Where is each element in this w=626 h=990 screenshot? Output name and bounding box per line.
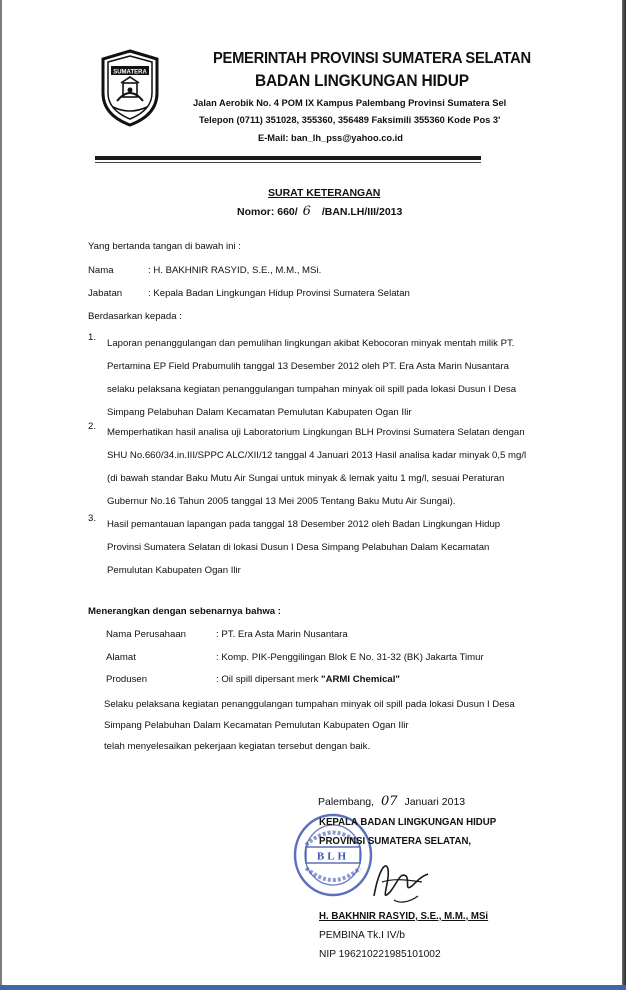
emblem-label: SUMATERA — [113, 69, 147, 76]
list-text — [107, 332, 557, 424]
handwritten-signature-icon — [364, 852, 432, 908]
list-line: Hasil pemantauan lapangan pada tanggal 18 Desember 2012 oleh Badan Lingkungan Hidup — [107, 519, 501, 530]
document-page — [8, 0, 620, 985]
signature-date — [318, 794, 465, 809]
document-number-prefix: Nomor: 660/ — [237, 206, 298, 218]
signatory-name-label: Nama — [88, 265, 114, 276]
signature-nip: NIP 196210221985101002 — [319, 949, 441, 960]
window-frame-left — [0, 0, 2, 990]
signature-rank: PEMBINA Tk.I IV/b — [319, 930, 405, 941]
list-line: selaku pelaksana kegiatan penanggulangan tumpahan minyak oil spill pada lokasi Dusun I Desa — [107, 384, 517, 395]
list-text — [107, 513, 557, 582]
company-address-value: : Komp. PIK-Penggilingan Blok E No. 31-32 (BK) Jakarta Timur — [216, 652, 484, 663]
document-number-suffix: /BAN.LH/III/2013 — [321, 206, 403, 218]
statement-heading: Menerangkan dengan sebenarnya bahwa : — [88, 606, 281, 617]
list-number: 3. — [88, 513, 97, 524]
letterhead-agency: BADAN LINGKUNGAN HIDUP — [255, 72, 469, 90]
signatory-position-value: : Kepala Badan Lingkungan Hidup Provinsi Sumatera Selatan — [148, 288, 410, 299]
list-line: Pemulutan Kabupaten Ogan Ilir — [107, 565, 241, 576]
signature-month-year: Januari 2013 — [404, 796, 466, 808]
list-line: Laporan penanggulangan dan pemulihan lingkungan akibat Kebocoran minyak mentah milik PT. — [107, 338, 515, 349]
company-address-label: Alamat — [106, 652, 136, 663]
window-frame-right — [622, 0, 626, 990]
letterhead-email: E-Mail: ban_lh_pss@yahoo.co.id — [258, 133, 403, 143]
list-line: Simpang Pelabuhan Dalam Kecamatan Pemulutan Kabupaten Ogan Ilir — [107, 407, 412, 418]
intro-text: Yang bertanda tangan di bawah ini : — [88, 241, 241, 252]
document-number-handwritten: 6 — [302, 204, 311, 219]
document-number — [237, 204, 402, 219]
signature-role-line1: KEPALA BADAN LINGKUNGAN HIDUP — [319, 817, 497, 828]
letterhead-rule-thick — [95, 156, 481, 160]
signature-role-line2: PROVINSI SUMATERA SELATAN, — [319, 836, 472, 847]
stamp-label: BLH — [316, 850, 350, 863]
conclusion-line: telah menyelesaikan pekerjaan kegiatan tersebut dengan baik. — [104, 741, 371, 752]
signature-place: Palembang, — [318, 796, 375, 808]
basis-intro: Berdasarkan kepada : — [88, 311, 182, 322]
document-title: SURAT KETERANGAN — [268, 187, 381, 199]
letterhead-rule-thin — [95, 162, 481, 163]
list-line: Memperhatikan hasil analisa uji Laboratorium Lingkungan BLH Provinsi Sumatera Selatan dengan — [107, 427, 525, 438]
conclusion-line: Simpang Pelabuhan Dalam Kecamatan Pemulutan Kabupaten Ogan Ilir — [104, 720, 409, 731]
list-line: Pertamina EP Field Prabumulih tanggal 13 Desember 2012 oleh PT. Era Asta Marin Nusantara — [107, 361, 509, 372]
list-number: 1. — [88, 332, 97, 343]
signature-name: H. BAKHNIR RASYID, S.E., M.M., MSi — [319, 911, 489, 922]
provincial-emblem-icon — [99, 49, 161, 127]
signatory-position-label: Jabatan — [88, 288, 123, 299]
signatory-name-value: : H. BAKHNIR RASYID, S.E., M.M., MSi. — [148, 265, 322, 276]
company-producer-label: Produsen — [106, 674, 148, 685]
list-text — [107, 421, 557, 513]
conclusion-paragraph — [104, 694, 556, 757]
letterhead-government: PEMERINTAH PROVINSI SUMATERA SELATAN — [213, 50, 531, 67]
producer-brand: "ARMI Chemical" — [321, 674, 400, 685]
company-name-label: Nama Perusahaan — [106, 629, 186, 640]
conclusion-line: Selaku pelaksana kegiatan penanggulangan tumpahan minyak oil spill pada lokasi Dusun I Desa — [104, 699, 515, 710]
letterhead-address: Jalan Aerobik No. 4 POM IX Kampus Palembang Provinsi Sumatera Sel — [193, 98, 507, 108]
list-line: SHU No.660/34.in.III/SPPC ALC/XII/12 tanggal 4 Januari 2013 Hasil analisa kadar minyak 0,5 mg/l — [107, 450, 527, 461]
letterhead-phone: Telepon (0711) 351028, 355360, 356489 Faksimili 355360 Kode Pos 3' — [199, 115, 501, 125]
company-name-value: : PT. Era Asta Marin Nusantara — [216, 629, 348, 640]
list-line: (di bawah standar Baku Mutu Air Sungai untuk minyak & lemak yaitu 1 mg/l, sesuai Peraturan — [107, 473, 505, 484]
list-line: Gubernur No.16 Tahun 2005 tanggal 13 Mei 2005 Tentang Baku Mutu Air Sungai). — [107, 496, 456, 507]
window-frame-bottom — [0, 985, 626, 990]
list-line: Provinsi Sumatera Selatan di lokasi Dusun I Desa Simpang Pelabuhan Dalam Kecamatan — [107, 542, 490, 553]
producer-prefix: : Oil spill dipersant merk — [216, 674, 322, 685]
company-producer-value — [216, 674, 400, 685]
list-number: 2. — [88, 421, 97, 432]
signature-day-handwritten: 07 — [380, 794, 398, 809]
